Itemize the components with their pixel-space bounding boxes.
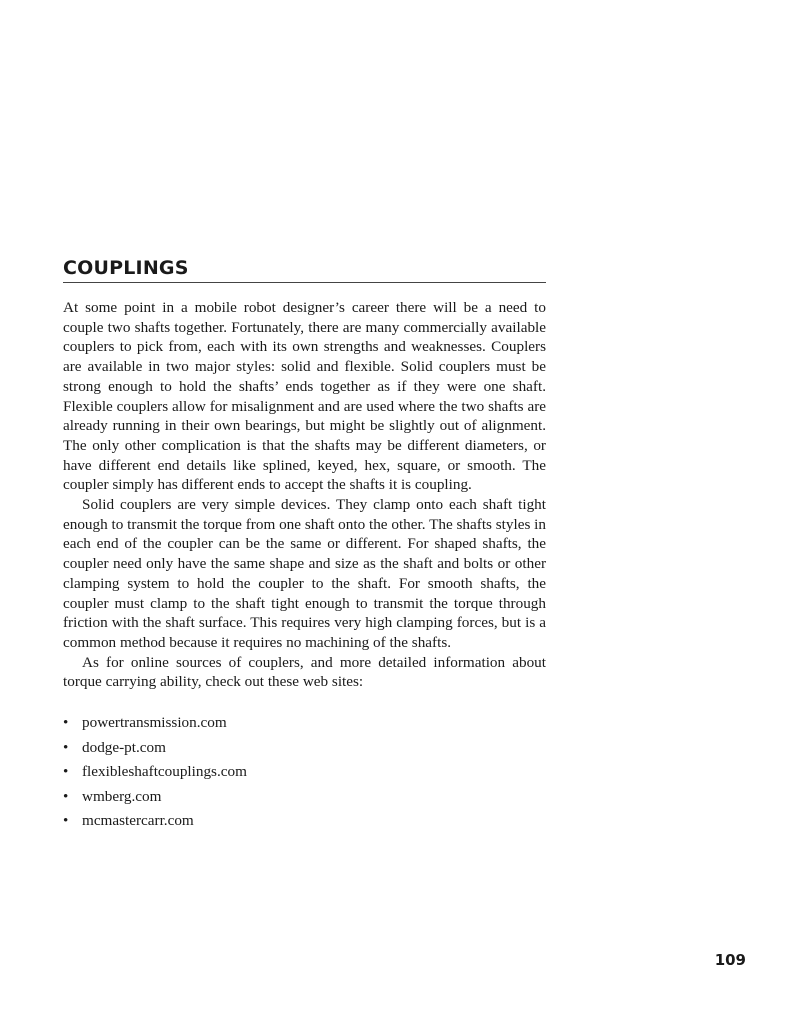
paragraph: At some point in a mobile robot designer’s career there will be a need to couple two shafts together. Fortunately, there are many commercially available couplers to pick from, each with its own strengths and weaknesses. Couplers are available in two major styles: solid and flexible. Solid couplers must be strong enough to hold the shafts’ ends together as if they were one shaft. Flexible couplers allow for misalignment and are used where the two shafts are already running in their own bearings, but might be slightly out of alignment. The only other complication is that the shafts may be different diameters, or have different end details like splined, keyed, hex, square, or smooth. The coupler simply has different ends to accept the shafts it is coupling. [63,299,546,494]
body-text [63,298,546,692]
paragraph: As for online sources of couplers, and more detailed information about torque carrying ability, check out these web sites: [63,653,546,691]
bullet-icon: • [63,714,69,732]
page-number: 109 [714,951,746,969]
list-item [63,785,546,810]
list-item [63,711,546,736]
bullet-icon: • [63,763,69,781]
web-sites-list [63,711,546,834]
web-site-text: powertransmission.com [82,714,227,732]
web-site-text: mcmastercarr.com [82,812,194,830]
list-item [63,736,546,761]
bullet-icon: • [63,812,69,830]
bullet-icon: • [63,787,69,805]
section-heading: COUPLINGS [63,255,546,283]
web-site-text: dodge-pt.com [82,738,166,756]
list-item [63,809,546,834]
list-item [63,760,546,785]
web-site-text: wmberg.com [82,787,162,805]
paragraph: Solid couplers are very simple devices. They clamp onto each shaft tight enough to transmit the torque from one shaft onto the other. The shafts styles in each end of the coupler can be the same or different. For shaped shafts, the coupler need only have the same shape and size as the shaft and bolts or other clamping system to hold the coupler to the shaft. For smooth shafts, the coupler must clamp to the shaft tight enough to transmit the torque through friction with the shaft surface. This requires very high clamping forces, but is a common method because it requires no machining of the shafts. [63,496,546,651]
web-site-text: flexibleshaftcouplings.com [82,763,247,781]
bullet-icon: • [63,738,69,756]
page-content [63,255,546,834]
